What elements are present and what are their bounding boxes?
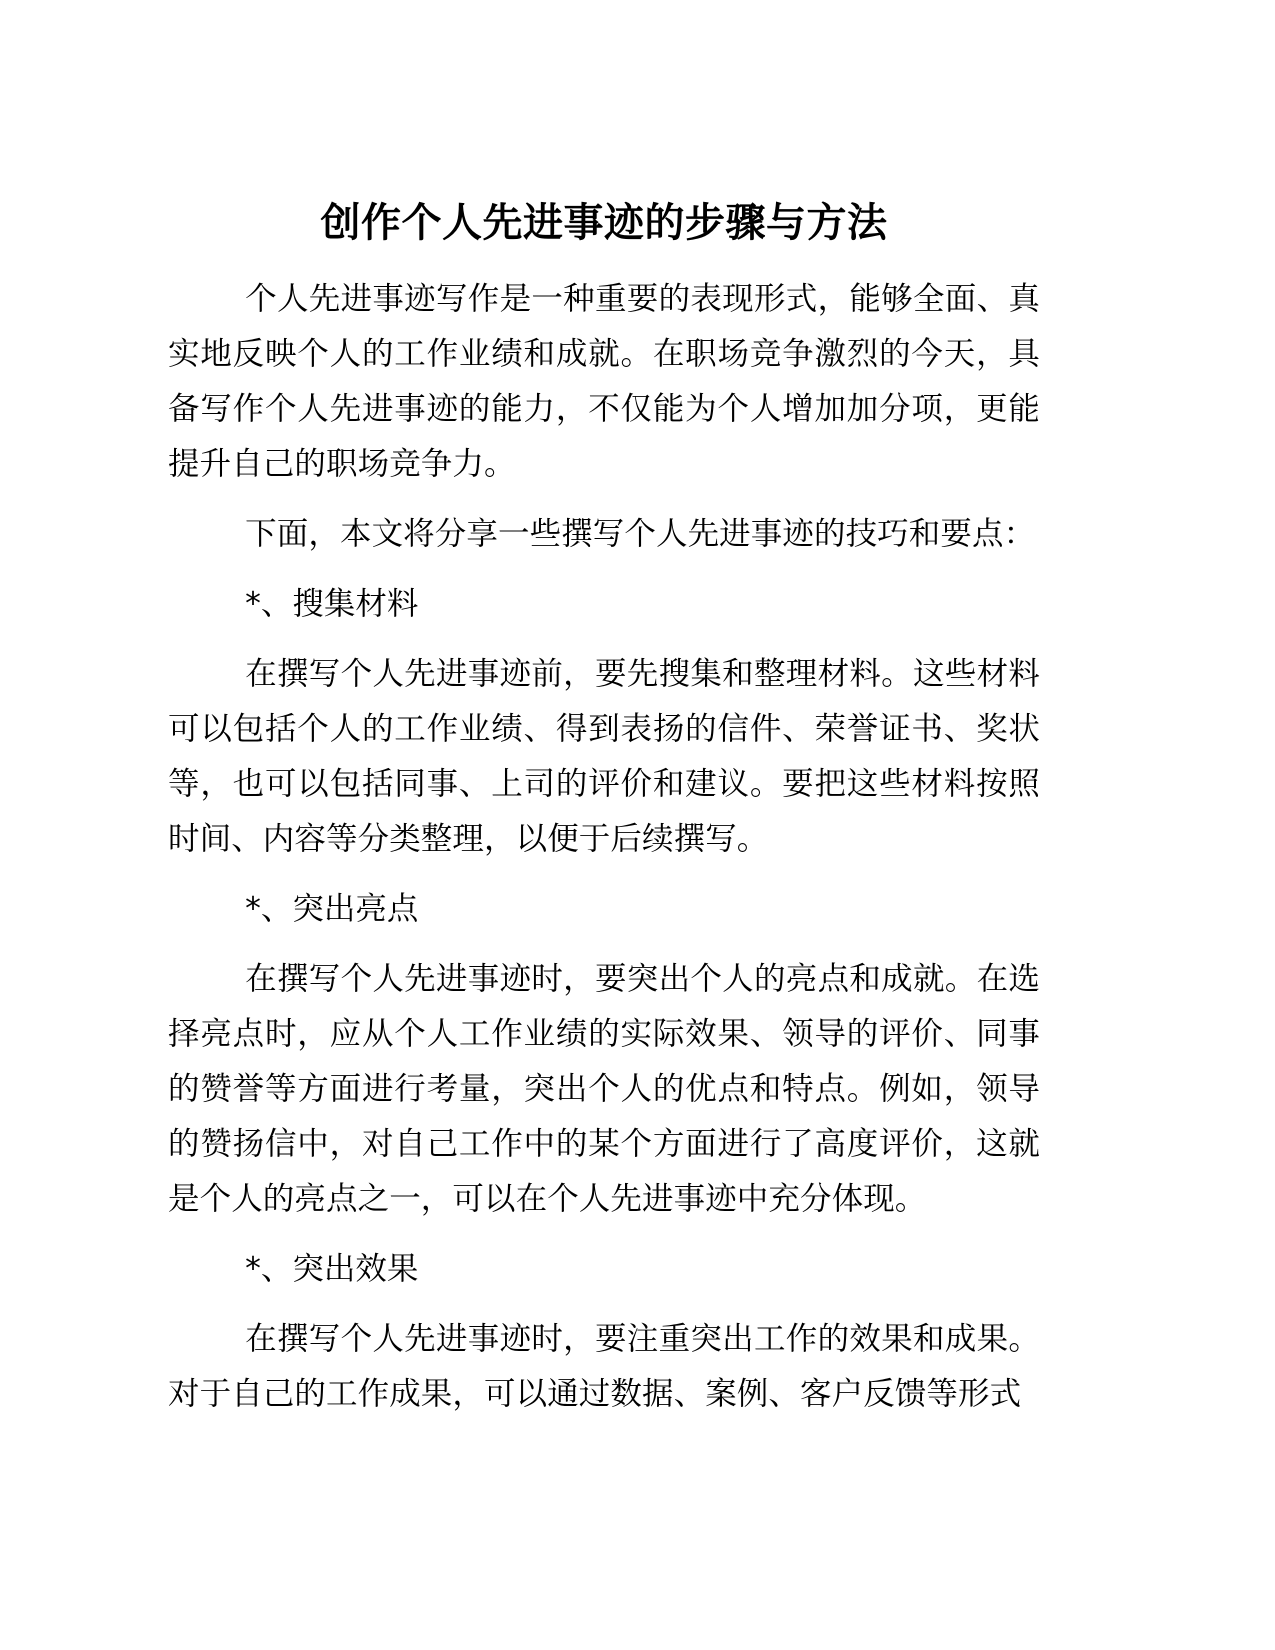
page-title: 创作个人先进事迹的步骤与方法 xyxy=(320,200,888,246)
document-body xyxy=(168,196,1040,1422)
section-heading-collect-materials: *、搜集材料 xyxy=(245,586,419,622)
section-heading-highlight-points: *、突出亮点 xyxy=(245,891,419,927)
highlight-points-paragraph: 在撰写个人先进事迹时，要突出个人的亮点和成就。在选择亮点时，应从个人工作业绩的实际效果、领导的评价、同事的赞誉等方面进行考量，突出个人的优点和特点。例如，领导的赞扬信中，对自己工作中的某个方面进行了高度评价，这就是个人的亮点之一，可以在个人先进事迹中充分体现。 xyxy=(168,961,1040,1217)
section-heading-highlight-results: *、突出效果 xyxy=(245,1251,419,1287)
highlight-results-paragraph: 在撰写个人先进事迹时，要注重突出工作的效果和成果。对于自己的工作成果，可以通过数据、案例、客户反馈等形式 xyxy=(168,1321,1040,1412)
intro-paragraph: 个人先进事迹写作是一种重要的表现形式，能够全面、真实地反映个人的工作业绩和成就。在职场竞争激烈的今天，具备写作个人先进事迹的能力，不仅能为个人增加加分项，更能提升自己的职场竞争力。 xyxy=(168,281,1040,482)
collect-materials-paragraph: 在撰写个人先进事迹前，要先搜集和整理材料。这些材料可以包括个人的工作业绩、得到表扬的信件、荣誉证书、奖状等，也可以包括同事、上司的评价和建议。要把这些材料按照时间、内容等分类整理，以便于后续撰写。 xyxy=(168,656,1040,857)
lead-in-paragraph: 下面，本文将分享一些撰写个人先进事迹的技巧和要点： xyxy=(245,516,1036,552)
